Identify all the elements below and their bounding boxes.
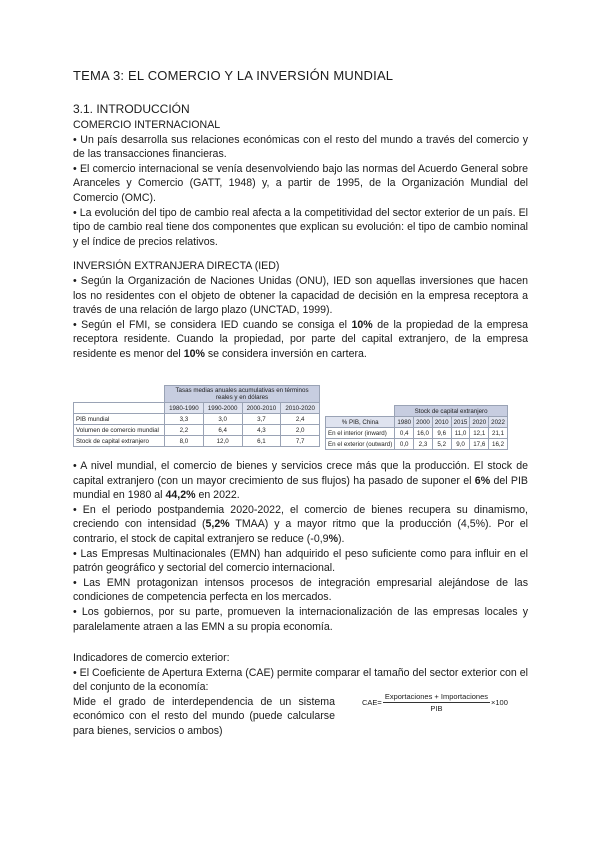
section-heading: 3.1. INTRODUCCIÓN: [73, 102, 190, 116]
china-table-title: Stock de capital extranjero: [395, 406, 508, 417]
indicadores-heading: Indicadores de comercio exterior:: [73, 652, 230, 664]
table-row: En el exterior (outward) 0,0 2,3 5,2 9,0 17,6 16,2: [326, 439, 508, 450]
table-row: En el interior (inward) 0,4 16,0 9,6 11,0 12,1 21,1: [326, 428, 508, 439]
comercio-block: [73, 118, 528, 362]
indicadores-bullet-2: Mide el grado de interdependencia de un sistema económico con el resto del mundo (puede calcularse para bienes, servicios o ambos): [73, 695, 335, 737]
world-bullet-4: • Las EMN protagonizan intensos procesos de integración empresarial alejándose de las condiciones de competencia perfecta en los mercados.: [73, 576, 528, 604]
table-row: Volumen de comercio mundial 2,2 6,4 4,3 2,0: [74, 425, 320, 436]
comercio-bullet-2: • El comercio internacional se venía desenvolviendo bajo las normas del Acuerdo General sobre Aranceles y Comercio (GATT, 1948) y, a partir de 1995, de la Organización Mundial del Comercio (OMC).: [73, 162, 528, 204]
world-block: [73, 459, 528, 634]
growth-table-title: Tasas medias anuales acumulativas en términos reales y en dólares: [165, 386, 320, 403]
cae-formula: CAE= $\frac{\text{Exportaciones + Importaciones}}{\text{PIB}}$ ×100: [362, 692, 508, 713]
ied-heading: INVERSIÓN EXTRANJERA DIRECTA (IED): [73, 260, 280, 273]
table-row: Stock de capital extranjero 8,0 12,0 6,1 7,7: [74, 436, 320, 447]
world-bullet-1: • A nivel mundial, el comercio de bienes y servicios crece más que la producción. El stock de capital extranjero (con un mayor crecimiento de sus flujos) ha pasado de suponer el 6% del PIB mundial en 1980 al 44,2% en 2022.: [73, 460, 528, 502]
comercio-heading: COMERCIO INTERNACIONAL: [73, 119, 221, 131]
page-title: TEMA 3: EL COMERCIO Y LA INVERSIÓN MUNDIAL: [73, 68, 394, 83]
world-bullet-2: • En el periodo postpandemia 2020-2022, el comercio de bienes recupera su dinamismo, creciendo con intensidad (5,2% TMAA) y a mayor ritmo que la producción (4,5%). Por el contrario, el stock de capital extranjero se reduce (-0,9%).: [73, 503, 528, 545]
indicadores-bullet-1: • El Coeficiente de Apertura Externa (CAE) permite comparar el tamaño del sector exterior con el del conjunto de la economía:: [73, 666, 528, 694]
table-row: PIB mundial 3,3 3,0 3,7 2,4: [74, 414, 320, 425]
world-bullet-5: • Los gobiernos, por su parte, promueven la internacionalización de las empresas locales y paralelamente atraen a las EMN a su propia economía.: [73, 605, 528, 633]
world-bullet-3: • Las Empresas Multinacionales (EMN) han adquirido el peso suficiente como para influir en el patrón geográfico y sectorial del comercio internacional.: [73, 547, 528, 575]
comercio-bullet-1: • Un país desarrolla sus relaciones económicas con el resto del mundo a través del comercio y de las transacciones financieras.: [73, 133, 528, 161]
china-stock-table: Stock de capital extranjero % PIB, China 1980 2000 2010 2015 2020 2022 En el interior (inward) 0,4 16,0 9,6 11,0 12,1 21,1 En el exterior (outward) 0,0 2,3 5,2 9,0 17,6 16,2: [325, 405, 508, 450]
comercio-bullet-3: • La evolución del tipo de cambio real afecta a la competitividad del sector exterior de un país. El tipo de cambio real tiene dos componentes que explican su evolución: el tipo de cambio nominal y el índice de precios relativos.: [73, 206, 528, 248]
ied-bullet-1: • Según la Organización de Naciones Unidas (ONU), IED son aquellas inversiones que hacen los no residentes con el objeto de obtener la capacidad de decisión en la empresa receptora a través de una relación de largo plazo (UNCTAD, 1999).: [73, 274, 528, 317]
ied-bullet-2: • Según el FMI, se considera IED cuando se consiga el 10% de la propiedad de la empresa receptora residente. Cuando la propiedad, por parte del capital extranjero, de la empresa residente es menor del 10% se considera inversión en cartera.: [73, 318, 528, 360]
growth-rates-table: Tasas medias anuales acumulativas en términos reales y en dólares 1980-1990 1990-2000 2000-2010 2010-2020 PIB mundial 3,3 3,0 3,7 2,4 Volumen de comercio mundial 2,2 6,4 4,3 2,0 Stock de capital extranjero 8,0 12,0 6,1 7,7: [73, 385, 320, 447]
